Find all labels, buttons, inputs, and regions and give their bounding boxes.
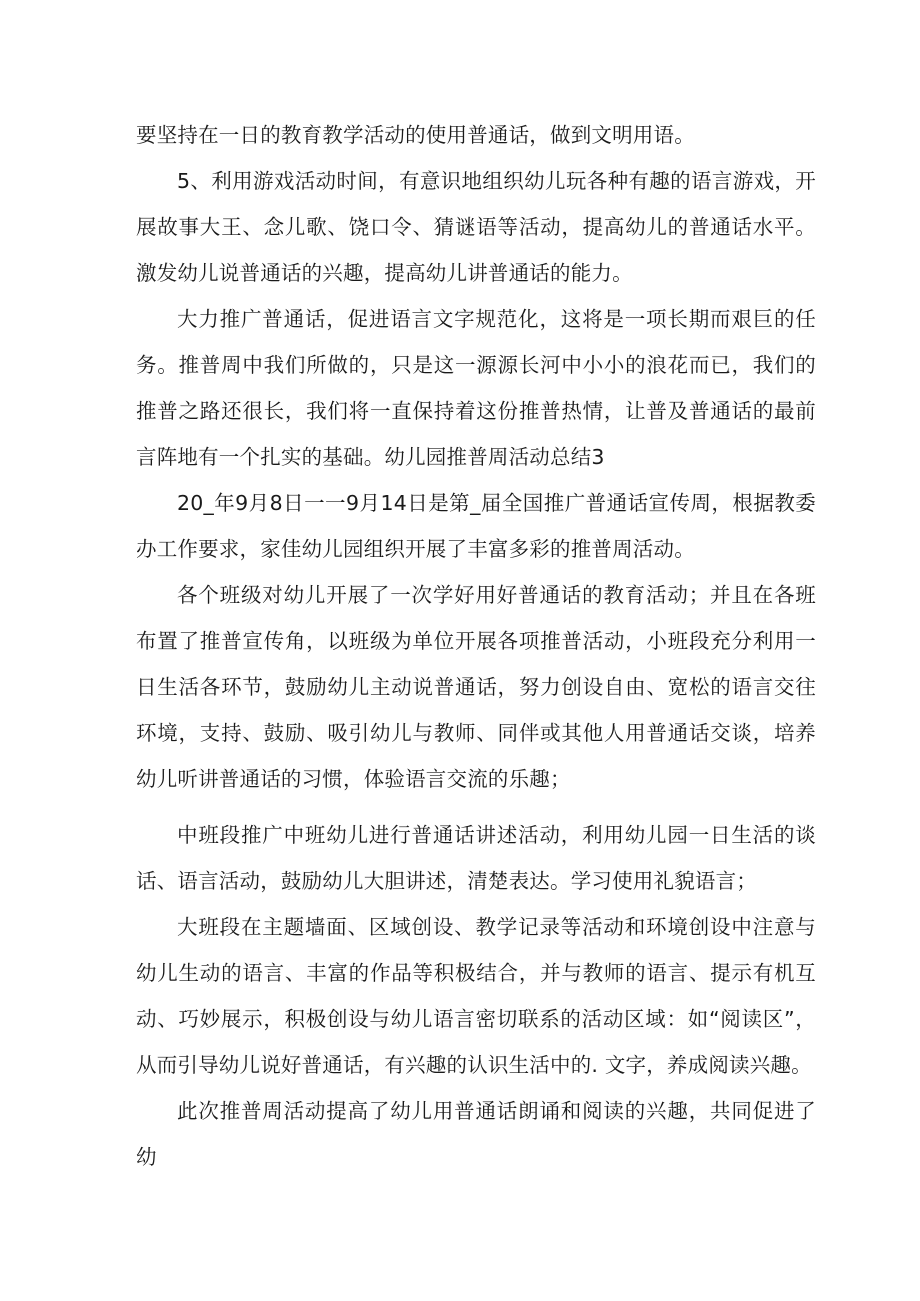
paragraph-summary: 大力推广普通话，促进语言文字规范化，这将是一项长期而艰巨的任务。推普周中我们所做的，只是这一源源长河中小小的浪花而已，我们的推普之路还很长，我们将一直保持着这份推普热情，让普及普通话的最前言阵地有一个扎实的基础。幼儿园推普周活动总结3 (136, 307, 816, 469)
paragraph-date-intro: 20_年9月8日一一9月14日是第_届全国推广普通话宣传周，根据教委办工作要求，家佳幼儿园组织开展了丰富多彩的推普周活动。 (136, 491, 816, 561)
paragraph-small-class: 各个班级对幼儿开展了一次学好用好普通话的教育活动；并且在各班布置了推普宣传角，以班级为单位开展各项推普活动，小班段充分利用一日生活各环节，鼓励幼儿主动说普通话，努力创设自由、宽松的语言交往环境，支持、鼓励、吸引幼儿与教师、同伴或其他人用普通话交谈，培养幼儿听讲普通话的习惯，体验语言交流的乐趣； (136, 583, 816, 791)
document-body (136, 112, 816, 1180)
paragraph-large-class: 大班段在主题墙面、区域创设、教学记录等活动和环境创设中注意与幼儿生动的语言、丰富的作品等积极结合，并与教师的语言、提示有机互动、巧妙展示，积极创设与幼儿语言密切联系的活动区域：如“阅读区”，从而引导幼儿说好普通话，有兴趣的认识生活中的. 文字，养成阅读兴趣。 (136, 915, 816, 1077)
paragraph-middle-class: 中班段推广中班幼儿进行普通话讲述活动，利用幼儿园一日生活的谈话、语言活动，鼓励幼儿大胆讲述，清楚表达。学习使用礼貌语言； (136, 823, 816, 893)
paragraph-conclusion: 此次推普周活动提高了幼儿用普通话朗诵和阅读的兴趣，共同促进了幼 (136, 1099, 816, 1169)
paragraph-continuation: 要坚持在一日的教育教学活动的使用普通话，做到文明用语。 (136, 123, 695, 147)
paragraph-item-5: 5、利用游戏活动时间，有意识地组织幼儿玩各种有趣的语言游戏，开展故事大王、念儿歌、饶口令、猜谜语等活动，提高幼儿的普通话水平。激发幼儿说普通话的兴趣，提高幼儿讲普通话的能力。 (136, 169, 816, 285)
